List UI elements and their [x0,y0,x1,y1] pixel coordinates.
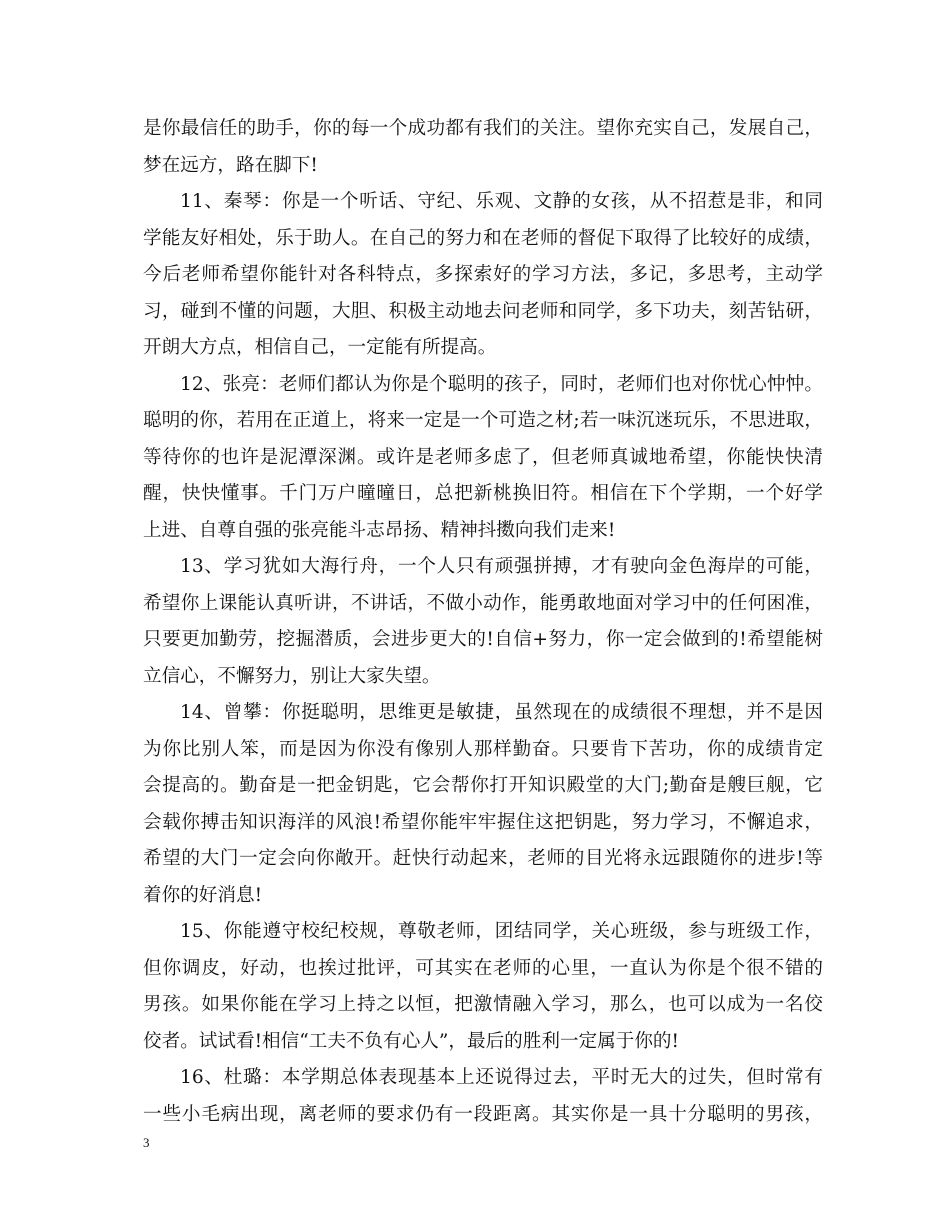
text-line: 只要更加勤劳，挖掘潜质，会进步更大的!自信+努力，你一定会做到的!希望能树 [143,629,823,650]
text-line: 立信心，不懈努力，别让大家失望。 [143,665,441,687]
text-line: 等待你的也许是泥潭深渊。或许是老师多虑了，但老师真诚地希望，你能快快清 [143,446,823,468]
text-line: 但你调皮，好动，也挨过批评，可其实在老师的心里，一直认为你是个很不错的 [143,957,823,979]
text-line: 13、学习犹如大海行舟，一个人只有顽强拼搏，才有驶向金色海岸的可能， [180,556,823,577]
paragraph [143,1060,823,1133]
text-line: 16、杜璐：本学期总体表现基本上还说得过去，平时无大的过失，但时常有 [180,1067,823,1088]
text-line: 梦在远方，路在脚下! [143,154,318,176]
text-line: 希望的大门一定会向你敞开。赶快行动起来，老师的目光将永远跟随你的进步!等 [143,848,823,869]
text-line: 一些小毛病出现，离老师的要求仍有一段距离。其实你是一具十分聪明的男孩， [143,1103,823,1125]
document-body [143,111,823,1133]
text-line: 习，碰到不懂的问题，大胆、积极主动地去问老师和同学，多下功夫，刻苦钻研， [143,300,823,322]
text-line: 聪明的你，若用在正道上，将来一定是一个可造之材;若一味沉迷玩乐，不思进取， [143,410,823,431]
text-line: 为你比别人笨，而是因为你没有像别人那样勤奋。只要肯下苦功，你的成绩肯定 [143,738,823,760]
paragraph [143,549,823,695]
text-line: 14、曾攀：你挺聪明，思维更是敏捷，虽然现在的成绩很不理想，并不是因 [180,702,823,723]
paragraph [143,184,823,367]
text-line: 会载你搏击知识海洋的风浪!希望你能牢牢握住这把钥匙，努力学习，不懈追求， [143,811,823,833]
text-line: 男孩。如果你能在学习上持之以恒，把激情融入学习，那么，也可以成为一名佼 [143,994,823,1015]
paragraph [143,111,823,184]
paragraph [143,914,823,1060]
text-line: 着你的好消息! [143,884,263,906]
text-line: 醒，快快懂事。千门万户曈曈日，总把新桃换旧符。相信在下个学期，一个好学 [143,483,823,504]
page-number: 3 [143,1135,150,1150]
text-line: 11、秦琴：你是一个听话、守纪、乐观、文静的女孩，从不招惹是非，和同 [180,191,823,212]
text-line: 开朗大方点，相信自己，一定能有所提高。 [143,337,497,358]
text-line: 15、你能遵守校纪校规，尊敬老师，团结同学，关心班级，参与班级工作， [180,921,823,942]
text-line: 佼者。试试看!相信“工夫不负有心人”，最后的胜利一定属于你的! [143,1030,679,1052]
text-line: 今后老师希望你能针对各科特点，多探索好的学习方法，多记，多思考，主动学 [143,264,823,285]
text-line: 希望你上课能认真听讲，不讲话，不做小动作，能勇敢地面对学习中的任何困准， [143,592,823,614]
paragraph [143,367,823,550]
text-line: 是你最信任的助手，你的每一个成功都有我们的关注。望你充实自己，发展自己， [143,118,823,139]
text-line: 会提高的。勤奋是一把金钥匙，它会帮你打开知识殿堂的大门;勤奋是艘巨舰，它 [143,775,823,796]
paragraph [143,695,823,914]
text-line: 学能友好相处，乐于助人。在自己的努力和在老师的督促下取得了比较好的成绩， [143,227,823,249]
text-line: 12、张亮：老师们都认为你是个聪明的孩子，同时，老师们也对你忧心忡忡。 [180,373,823,395]
text-line: 上进、自尊自强的张亮能斗志昂扬、精神抖擞向我们走来! [143,519,616,541]
